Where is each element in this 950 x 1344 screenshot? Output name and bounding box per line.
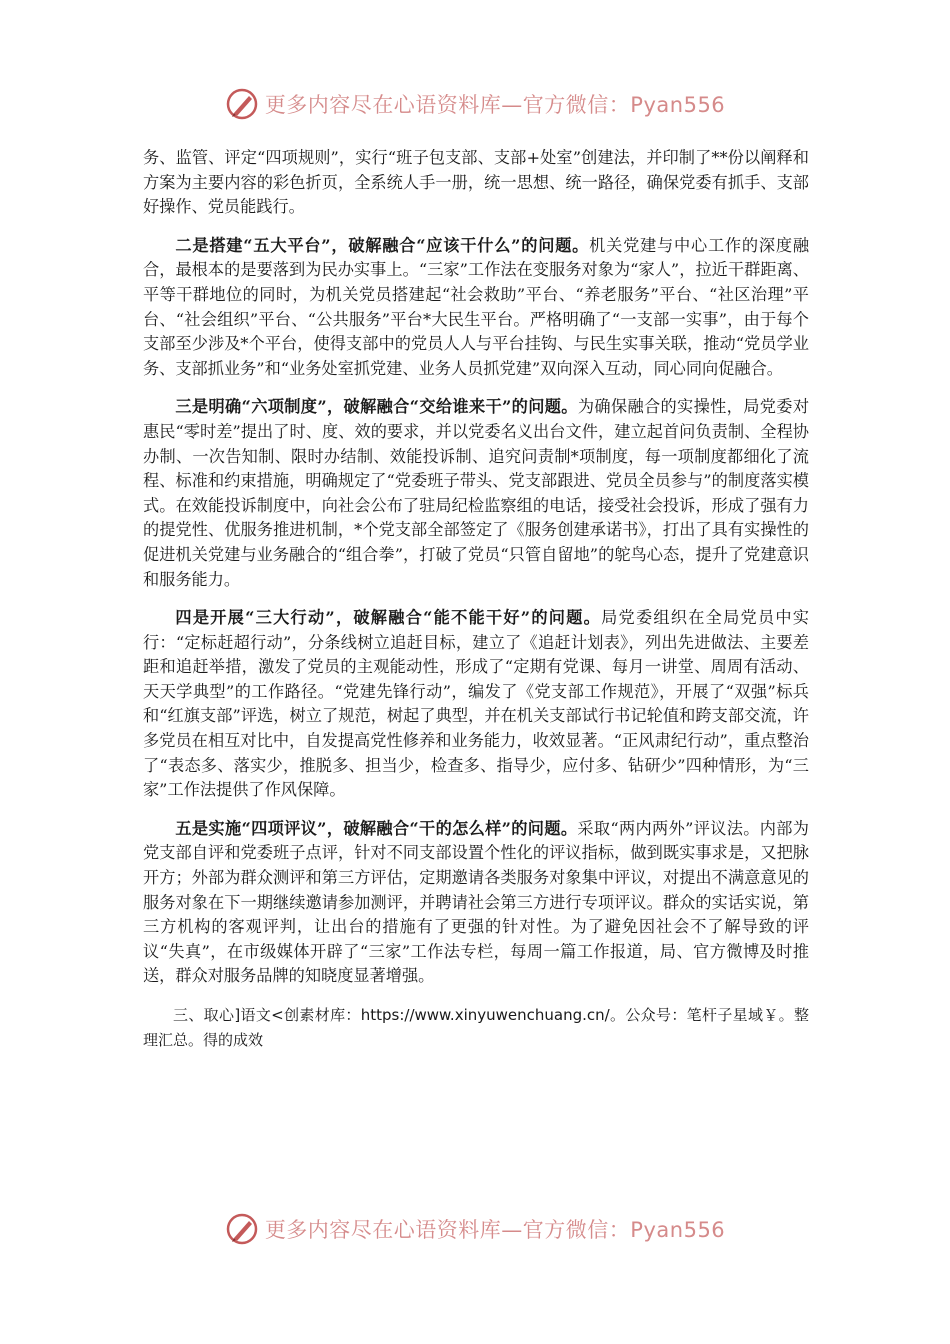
paragraph-lead: 二是搭建“五大平台”，破解融合“应该干什么”的问题。 <box>175 235 590 255</box>
paragraph-lead: 五是实施“四项评议”，破解融合“干的怎么样”的问题。 <box>175 818 578 838</box>
paragraph-body: 局党委组织在全局党员中实行：“定标赶超行动”，分条线树立追赶目标，建立了《追赶计划表》，列出先进做法、主要差距和追赶举措，激发了党员的主观能动性，形成了“定期有党课、每月一讲堂、周周有活动、天天学典型”的工作路径。“党建先锋行动”，编发了《党支部工作规范》，开展了“双强”标兵和“红旗支部”评选，树立了规范，树起了典型，并在机关支部试行书记轮值和跨支部交流，许多党员在相互对比中，自发提高党性修养和业务能力，收效显著。“正风肃纪行动”，重点整治了“表态多、落实少，推脱多、担当少，检查多、指导少，应付多、钻研少”四种情形，为“三家”工作法提供了作风保障。 <box>143 608 809 800</box>
closing-paragraph: 三、取心]语文<创素材库：https://www.xinyuwenchuang.cn/。公众号：笔杆子星域￥。整理汇总。得的成效 <box>143 1006 809 1049</box>
pen-logo-icon <box>225 87 259 121</box>
paragraph-body: 务、监管、评定“四项规则”，实行“班子包支部、支部+处室”创建法，并印制了**份以阐释和方案为主要内容的彩色折页，全系统人手一册，统一思想、统一路径，确保党委有抓手、支部好操作、党员能践行。 <box>143 148 809 217</box>
paragraph-lead: 四是开展“三大行动”，破解融合“能不能干好”的问题。 <box>175 608 602 628</box>
paragraph-body: 为确保融合的实操性，局党委对惠民“零时差”提出了时、度、效的要求，并以党委名义出台文件，建立起首问负责制、全程协办制、一次告知制、限时办结制、效能投诉制、追究问责制*项制度，每一项制度都细化了流程、标准和约束措施，明确规定了“党委班子带头、党支部跟进、党员全员参与”的制度落实模式。在效能投诉制度中，向社会公布了驻局纪检监察组的电话，接受社会投诉，形成了强有力的提党性、优服务推进机制，*个党支部全部签定了《服务创建承诺书》，打出了具有实操性的促进机关党建与业务融合的“组合拳”，打破了党员“只管自留地”的鸵鸟心态，提升了党建意识和服务能力。 <box>143 397 810 589</box>
document-body <box>143 146 809 1067</box>
header-banner <box>0 84 950 124</box>
pen-logo-icon <box>225 1212 259 1246</box>
banner-text: 更多内容尽在心语资料库—官方微信：Pyan556 <box>264 93 726 117</box>
banner-text: 更多内容尽在心语资料库—官方微信：Pyan556 <box>264 1218 726 1242</box>
paragraph-body: 机关党建与中心工作的深度融合，最根本的是要落到为民办实事上。“三家”工作法在变服务对象为“家人”，拉近干群距离、平等干群地位的同时，为机关党员搭建起“社会救助”平台、“养老服务”平台、“社区治理”平台、“社会组织”平台、“公共服务”平台*大民生平台。严格明确了“一支部一实事”，由于每个支部至少涉及*个平台，使得支部中的党员人人与平台挂钩、与民生实事关联，推动“党员学业务、支部抓业务”和“业务处室抓党建、业务人员抓党建”双向深入互动，同心同向促融合。 <box>143 235 810 378</box>
paragraph-1 <box>143 146 809 220</box>
paragraph-body: 采取“两内两外”评议法。内部为党支部自评和党委班子点评，针对不同支部设置个性化的评议指标，做到既实事求是，又把脉开方；外部为群众测评和第三方评估，定期邀请各类服务对象集中评议，对提出不满意意见的服务对象在下一期继续邀请参加测评，并聘请社会第三方进行专项评议。群众的实话实说，第三方机构的客观评判，让出台的措施有了更强的针对性。为了避免因社会不了解导致的评议“失真”，在市级媒体开辟了“三家”工作法专栏，每周一篇工作报道，局、官方微博及时推送，群众对服务品牌的知晓度显著增强。 <box>143 818 809 986</box>
paragraph-lead: 三是明确“六项制度”，破解融合“交给谁来干”的问题。 <box>175 397 578 417</box>
paragraph-5 <box>143 817 809 989</box>
footer-banner <box>0 1209 950 1249</box>
paragraph-4 <box>143 606 809 803</box>
paragraph-3 <box>143 395 809 592</box>
paragraph-2 <box>143 234 809 382</box>
